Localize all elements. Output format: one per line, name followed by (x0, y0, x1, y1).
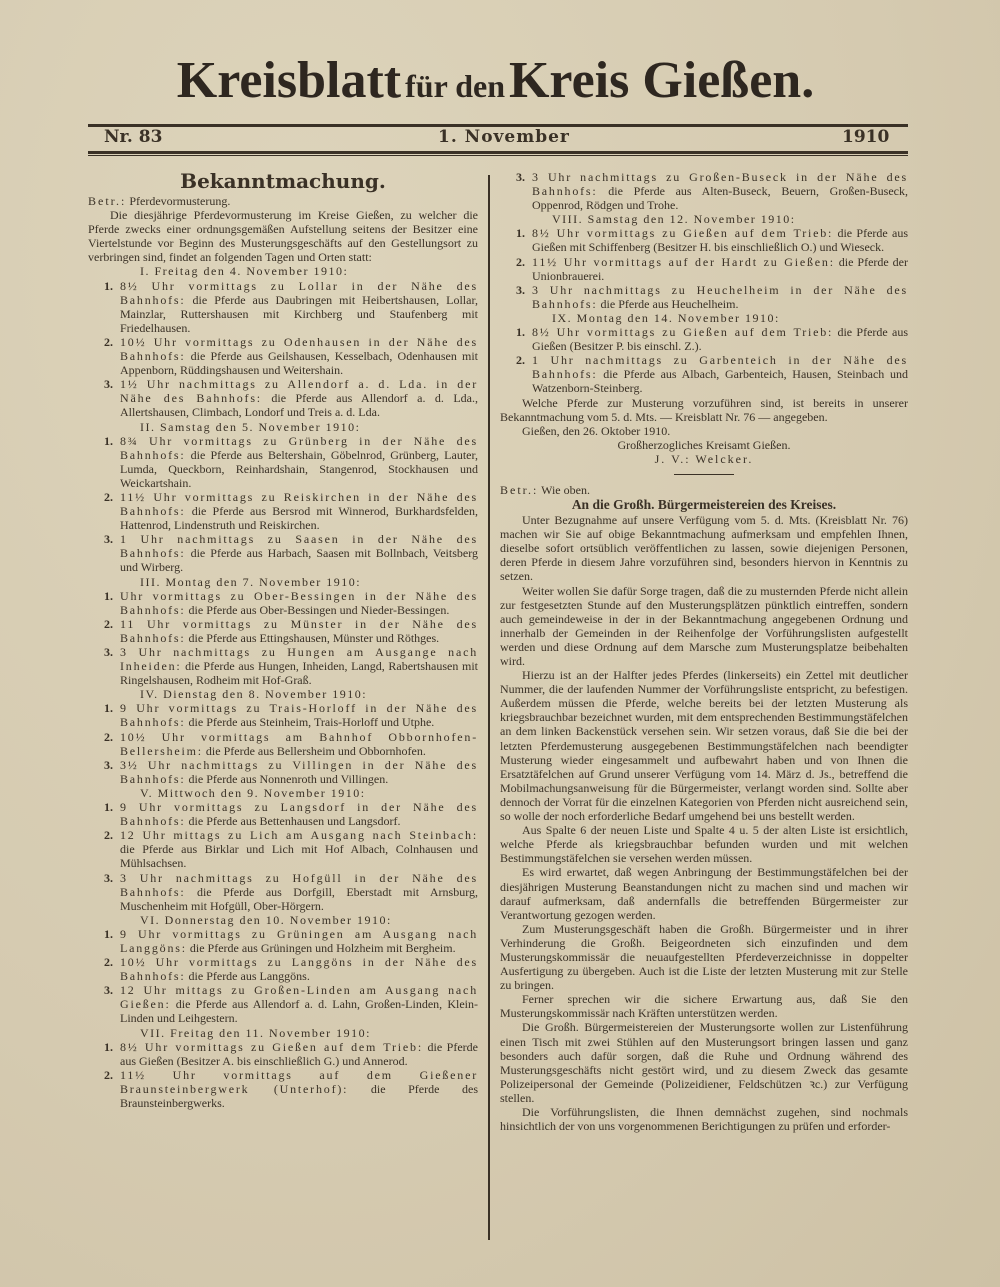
item-number: 3. (104, 870, 113, 885)
paragraph: Unter Bezugnahme auf unsere Verfügung vom 5. d. Mts. (Kreisblatt Nr. 76) machen wir Sie auf obige Bekanntmachung aufmerksam und empfehlen Ihnen, dieselbe sofort ortsüblich veröffentlichen zu lassen, sowie diejenigen Personen, deren Pferde in diesem Jahre vorzuführen sind, besonders hiervon in Kenntnis zu setzen. (500, 513, 908, 584)
title-part-1: Kreisblatt (176, 52, 402, 109)
section-heading: An die Großh. Bürgermeistereien des Kreises. (571, 497, 837, 513)
list-item (100, 1040, 478, 1068)
item-number: 1. (104, 800, 113, 815)
item-text: die Pferde aus Ober-Bessingen und Nieder-Bessingen. (185, 602, 450, 617)
item-text: die Pferde aus Gießen mit Schiffenberg (Besitzer H. bis einschließlich O.) und Wieseck. (532, 226, 908, 255)
list-item (100, 434, 478, 490)
item-text: die Pferde aus Steinheim, Trais-Horloff und Utphe. (185, 715, 435, 730)
day-heading: V. Mittwoch den 9. November 1910: (140, 785, 366, 800)
item-number: 1. (104, 1039, 113, 1054)
day-heading: I. Freitag den 4. November 1910: (140, 264, 349, 279)
item-number: 3. (104, 645, 113, 659)
title-part-3: Kreis Gießen. (508, 52, 815, 109)
item-number: 3. (516, 170, 525, 184)
item-text: die Pferde aus Gießen (Besitzer A. bis einschließlich G.) und Annerod. (120, 1039, 478, 1068)
item-text: die Pferde aus Beltershain, Göbelnrod, Grünberg, Lauter, Lumda, Queckborn, Reinhardshain, Stangenrod, Stockhausen und Weickartshain. (120, 447, 478, 490)
item-text: die Pferde aus Alten-Buseck, Beuern, Großen-Buseck, Oppenrod, Rödgen und Trohe. (532, 184, 908, 213)
list-item (100, 955, 478, 983)
item-number: 2. (104, 1067, 113, 1082)
list-item (512, 226, 908, 254)
list-item (100, 758, 478, 786)
day-heading: VI. Donnerstag den 10. November 1910: (140, 912, 392, 927)
item-number: 1. (104, 701, 113, 716)
issue-number: Nr. 83 (104, 127, 163, 147)
paragraph: Es wird erwartet, daß wegen Anbringung der Bestimmungstäfelchen bei der diesjährigen Musterung Beanstandungen nicht zu machen sind und machen wir darauf aufmerksam, daß andernfalls die betreffenden Bürgermeister zur Verantwortung gezogen werden. (500, 865, 908, 922)
item-number: 3. (104, 532, 113, 547)
item-time-place: 1½ Uhr nachmittags zu Allendorf a. d. Lda. in der Nähe des Bahnhofs: (120, 377, 478, 406)
subject-line (88, 194, 478, 208)
paragraph: Zum Musterungsgeschäft haben die Großh. Bürgermeister und in ihrer Verhinderung die Großh. Beigeordneten sich einzufinden und dem Musterungskommissär die neuaufgestellten Pferdeverzeichnisse in doppelter Ausfertigung zu übergeben. Auch ist die Liste der letzten Musterung mit zur Stelle zu bringen. (500, 921, 908, 993)
list-item (100, 871, 478, 913)
list-item (100, 377, 478, 419)
item-time-place: 11½ Uhr vormittags auf der Hardt zu Gießen: (532, 254, 835, 269)
item-text: die Pferde des Braunsteinbergwerks. (120, 1081, 478, 1110)
list-item (512, 283, 908, 311)
place-date: Gießen, den 26. Oktober 1910. (522, 423, 671, 438)
item-time-place: 9 Uhr vormittags zu Langsdorf in der Nähe des Bahnhofs: (120, 800, 478, 829)
day-heading: IV. Dienstag den 8. November 1910: (140, 687, 368, 702)
subject-label: Betr.: (500, 482, 539, 497)
list-item (512, 255, 908, 283)
item-number: 2. (516, 353, 525, 368)
item-number: 2. (104, 334, 113, 349)
paragraph: Die Vorführungslisten, die Ihnen demnächst zugehen, sind nochmals hinsichtlich der von uns vorgenommenen Berichtigungen zu prüfen und erforder- (500, 1105, 908, 1134)
title-part-2: für den (405, 68, 505, 104)
item-text: die Pferde aus Heuchelheim. (597, 296, 739, 311)
item-text: die Pferde aus Nonnenroth und Villingen. (185, 771, 389, 786)
item-text: die Pferde aus Bellersheim und Obbornhofen. (202, 743, 426, 758)
paragraph: Aus Spalte 6 der neuen Liste und Spalte 4 u. 5 der alten Liste ist ersichtlich, welche Pferde als kriegsbrauchbar befunden wurden und mit welchen Bestimmungstäfelchen sie versehen werden müssen. (500, 823, 908, 866)
item-text: die Pferde der Unionbrauerei. (532, 254, 908, 283)
item-time-place: 10½ Uhr vormittags zu Odenhausen in der Nähe des Bahnhofs: (120, 334, 478, 364)
item-number: 2. (104, 489, 113, 504)
item-time-place: 3 Uhr nachmittags zu Hofgüll in der Nähe des Bahnhofs: (120, 870, 478, 899)
subject-text: Pferdevormusterung. (126, 194, 231, 208)
subject-line (500, 483, 908, 497)
paragraph: Die Großh. Bürgermeistereien der Musterungsorte wollen zur Listenführung einen Tisch mit zwei Stühlen auf den Musterungsort bringen lassen und ganz besonders auch dafür sorgen, daß die Ruhe und Ordnung während des Musterungsgeschäfts nicht gestört wird, und zu diesem Zweck das gesamte Polizeipersonal der Gemeinde (Polizeidiener, Feldschützen ꝛc.) zur Verfügung stellen. (500, 1020, 908, 1105)
paragraph: Ferner sprechen wir die sichere Erwartung aus, daß Sie den Musterungskommissär nach Kräften unterstützen werden. (500, 992, 908, 1021)
day-heading: III. Montag den 7. November 1910: (140, 574, 362, 589)
item-time-place: 8¾ Uhr vormittags zu Grünberg in der Nähe des Bahnhofs: (120, 433, 478, 462)
item-text: die Pferde aus Allendorf a. d. Lahn, Großen-Linden, Klein-Linden und Leihgestern. (120, 997, 478, 1026)
item-time-place: Uhr vormittags zu Ober-Bessingen in der Nähe des Bahnhofs: (120, 588, 478, 617)
day-heading: VII. Freitag den 11. November 1910: (140, 1025, 372, 1040)
item-time-place: 8½ Uhr vormittags zu Lollar in der Nähe des Bahnhofs: (120, 278, 478, 307)
list-item (100, 701, 478, 729)
item-time-place: 8½ Uhr vormittags zu Gießen auf dem Trieb: (532, 226, 834, 241)
item-text: die Pferde aus Allendorf a. d. Lda., Allertshausen, Climbach, Londorf und Treis a. d. Lda. (120, 391, 478, 420)
list-item (100, 927, 478, 955)
paragraph: Hierzu ist an der Halfter jedes Pferdes (linkerseits) ein Zettel mit deutlicher Nummer, die der laufenden Nummer der Vorführungsliste entspricht, zu befestigen. Außerdem müssen die Pferde, welche bereits bei der letzten Musterung als kriegsbrauchbar bezeichnet wurden, mit dem entsprechenden Bestimmungstäfelchen an dem linken Backenstück versehen sein. Wir setzen voraus, daß Sie die bei der letzten Pferdemusterung ausgegebenen Bestimmungstäfelchen nach beendigter Musterung wieder eingesammelt und aufbewahrt haben und von Ihnen die Ersatztäfelchen auf Grund unserer Verfügung vom 14. März d. Js., betreffend die Mobilmachungsanweisung für die Bürgermeister, verlangt worden sind. Sollte aber dennoch der Vorrat für die einzelnen Kategorien von Pferden nicht ausreichend sein, so wolle der noch erforderliche Bedarf umgehend bei uns bestellt werden. (500, 668, 908, 824)
item-time-place: 11½ Uhr vormittags zu Reiskirchen in der Nähe des Bahnhofs: (120, 489, 478, 519)
right-column (500, 170, 908, 1133)
item-time-place: 11½ Uhr vormittags auf dem Gießener Braunsteinbergwerk (Unterhof): (120, 1067, 478, 1096)
list-item (100, 800, 478, 828)
list-item (100, 828, 478, 870)
section-heading: Bekanntmachung. (180, 169, 386, 193)
item-time-place: 9 Uhr vormittags zu Grüningen am Ausgang nach Langgöns: (120, 926, 478, 955)
signature-name: J. V.: Welcker. (654, 451, 754, 466)
item-number: 2. (104, 729, 113, 744)
list-item (512, 170, 908, 212)
item-text: die Pferde aus Daubringen mit Heibertshausen, Lollar, Mainzlar, Ruttershausen mit Kirchberg und Staufenberg mit Friedelhausen. (120, 292, 478, 335)
list-item (100, 335, 478, 377)
item-number: 2. (104, 616, 113, 631)
item-text: die Pferde aus Bettenhausen und Langsdorf. (185, 814, 401, 829)
list-item (100, 1068, 478, 1110)
item-time-place: 8½ Uhr vormittags zu Gießen auf dem Trieb: (120, 1039, 423, 1054)
item-text: die Pferde aus Langgöns. (185, 969, 310, 984)
masthead-title (88, 48, 903, 126)
item-text: die Pferde aus Albach, Garbenteich, Hausen, Steinbach und Watzenborn-Steinberg. (532, 367, 908, 396)
item-time-place: 12 Uhr mittags zu Lich am Ausgang nach Steinbach: (120, 828, 478, 843)
day-heading: IX. Montag den 14. November 1910: (552, 310, 780, 325)
list-item (100, 730, 478, 758)
issue-year: 1910 (842, 127, 890, 147)
list-item (100, 532, 478, 574)
issue-date: 1. November (438, 127, 570, 147)
column-divider (488, 175, 490, 1240)
list-item (512, 353, 908, 395)
item-time-place: 3½ Uhr nachmittags zu Villingen in der Nähe des Bahnhofs: (120, 757, 478, 786)
item-text: die Pferde aus Grüningen und Holzheim mit Bergheim. (186, 940, 456, 955)
list-item (100, 983, 478, 1025)
item-time-place: 10½ Uhr vormittags zu Langgöns in der Nähe des Bahnhofs: (120, 955, 478, 984)
item-number: 1. (104, 278, 113, 293)
item-time-place: 8½ Uhr vormittags zu Gießen auf dem Trieb: (532, 325, 834, 340)
item-number: 1. (516, 325, 525, 340)
item-time-place: 12 Uhr mittags zu Großen-Linden am Ausgang nach Gießen: (120, 983, 478, 1012)
item-number: 1. (104, 433, 113, 448)
left-column (88, 168, 478, 1110)
paragraph: Weiter wollen Sie dafür Sorge tragen, daß die zu musternden Pferde nicht allein zur festgesetzten Stunde auf den Musterungsplätzen pünktlich eintreffen, sondern auch gemeindeweise in der in der Bekanntmachung angegebenen Ordnung und innerhalb der Gemeinden in der Reihenfolge der Vorführungslisten aufgestellt werden und diese Ordnung auf dem Marsche zum Musterungsplatze beibehalten wird. (500, 583, 908, 668)
item-text: die Pferde aus Bersrod mit Winnerod, Burkhardsfelden, Hattenrod, Lindenstruth und Reiskirchen. (120, 504, 478, 533)
paragraph: Die diesjährige Pferdevormusterung im Kreise Gießen, zu welcher die Pferde zwecks einer ordnungsgemäßen Aufstellung seitens der Besitzer eine Viertelstunde vor Beginn des Musterungsgeschäfts auf den Gestellungsort zu verbringen sind, findet an folgenden Tagen und Orten statt: (88, 208, 478, 265)
item-number: 3. (104, 757, 113, 772)
item-number: 1. (104, 588, 113, 603)
item-number: 3. (516, 282, 525, 297)
item-number: 1. (516, 226, 525, 241)
item-number: 2. (516, 254, 525, 269)
list-item (100, 279, 478, 335)
section-divider (674, 474, 734, 475)
list-item (100, 490, 478, 532)
item-text: die Pferde aus Dorfgill, Eberstadt mit Arnsburg, Muschenheim mit Hofgüll, Ober-Hörgern. (120, 884, 478, 913)
item-number: 3. (104, 377, 113, 392)
item-time-place: 1 Uhr nachmittags zu Saasen in der Nähe des Bahnhofs: (120, 532, 478, 561)
list-item (512, 325, 908, 353)
list-item (100, 617, 478, 645)
item-time-place: 3 Uhr nachmittags zu Hungen am Ausgange nach Inheiden: (120, 645, 478, 674)
day-heading: VIII. Samstag den 12. November 1910: (552, 212, 796, 227)
item-time-place: 1 Uhr nachmittags zu Garbenteich in der Nähe des Bahnhofs: (532, 353, 908, 382)
subject-label: Betr.: (88, 194, 127, 208)
item-text: die Pferde aus Gießen (Besitzer P. bis einschl. Z.). (532, 325, 908, 354)
item-time-place: 9 Uhr vormittags zu Trais-Horloff in der Nähe des Bahnhofs: (120, 701, 478, 730)
item-text: die Pferde aus Hungen, Inheiden, Langd, Rabertshausen mit Ringelshausen, Rodheim mit Hof-Graß. (120, 659, 478, 688)
item-time-place: 10½ Uhr vormittags am Bahnhof Obbornhofen-Bellersheim: (120, 729, 478, 758)
item-time-place: 3 Uhr nachmittags zu Heuchelheim in der Nähe des Bahnhofs: (532, 282, 908, 311)
item-text: die Pferde aus Harbach, Saasen mit Bollnbach, Veitsberg und Wirberg. (120, 546, 478, 575)
day-heading: II. Samstag den 5. November 1910: (140, 419, 361, 434)
list-item (100, 589, 478, 617)
signature-office: Großherzogliches Kreisamt Gießen. (617, 437, 791, 452)
subject-text: Wie oben. (538, 482, 590, 497)
item-text: die Pferde aus Geilshausen, Kesselbach, Odenhausen mit Appenborn, Rüddingshausen und Weitershain. (120, 349, 478, 378)
list-item (100, 645, 478, 687)
item-number: 1. (104, 926, 113, 941)
item-text: die Pferde aus Ettingshausen, Münster und Röthges. (185, 630, 440, 645)
item-time-place: 11 Uhr vormittags zu Münster in der Nähe des Bahnhofs: (120, 616, 478, 645)
item-text: die Pferde aus Birklar und Lich mit Hof Albach, Colnhausen und Mühlsachsen. (120, 842, 478, 871)
paragraph: Welche Pferde zur Musterung vorzuführen sind, ist bereits in unserer Bekanntmachung vom 5. d. Mts. — Kreisblatt Nr. 76 — angegeben. (500, 395, 908, 424)
item-number: 2. (104, 955, 113, 970)
item-number: 3. (104, 983, 113, 998)
masthead-rule-bottom (88, 151, 908, 156)
item-time-place: 3 Uhr nachmittags zu Großen-Buseck in der Nähe des Bahnhofs: (532, 170, 908, 199)
item-number: 2. (104, 828, 113, 843)
